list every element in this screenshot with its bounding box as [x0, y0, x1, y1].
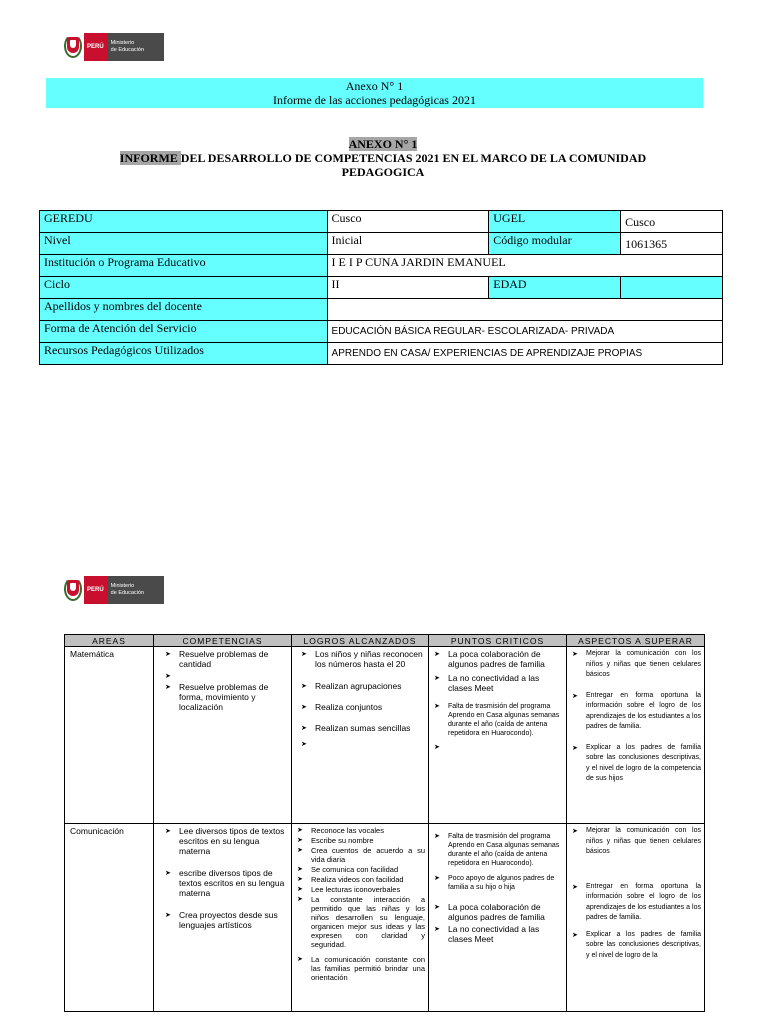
minedu-logo — [64, 33, 164, 61]
edad-label: EDAD — [489, 277, 621, 299]
docente-label: Apellidos y nombres del docente — [40, 299, 328, 321]
info-table — [39, 210, 723, 365]
header-puntos: PUNTOS CRITICOS — [429, 635, 567, 647]
list-item: ➤ Lee lecturas iconoverbales — [295, 885, 425, 894]
banner-line2: Informe de las acciones pedagógicas 2021 — [273, 93, 476, 107]
annex-banner — [46, 78, 703, 108]
header-aspectos: ASPECTOS A SUPERAR — [567, 635, 705, 647]
ciclo-label: Ciclo — [40, 277, 328, 299]
header-areas: AREAS — [65, 635, 154, 647]
title-highlight: INFORME — [119, 151, 181, 165]
list-item: ➤ La poca colaboración de algunos padres de familia — [432, 902, 563, 922]
list-item: ➤ La no conectividad a las clases Meet — [432, 924, 563, 944]
list-item: ➤ Crea proyectos desde sus lenguajes artísticos — [163, 910, 288, 930]
list-item: ➤ Falta de trasmisión del programa Aprendo en Casa algunas semanas durante el año (caída de antena repetidora en Huarocondo). — [432, 832, 563, 868]
codigo-value: 1061365 — [621, 233, 723, 255]
list-item: ➤ La no conectividad a las clases Meet — [432, 673, 563, 693]
logo-country: PERÚ — [84, 33, 107, 61]
docente-value — [327, 299, 722, 321]
list-item: ➤ Falta de trasmisión del programa Aprendo en Casa algunas semanas durante el año (caída de antena repetidora en Huarocondo). — [432, 702, 563, 738]
list-item: ➤ Escribe su nombre — [295, 836, 425, 845]
recursos-label: Recursos Pedagógicos Utilizados — [40, 343, 328, 365]
list-item: ➤ Entregar en forma oportuna la información sobre el logro de los aprendizajes de los estudiantes a los padres de familia. — [570, 691, 701, 733]
codigo-label: Código modular — [489, 233, 621, 255]
list-item: ➤ Crea cuentos de acuerdo a su vida diaria — [295, 846, 425, 864]
puntos-cell — [429, 824, 567, 1012]
header-logros: LOGROS ALCANZADOS — [292, 635, 429, 647]
list-item: ➤ Reconoce las vocales — [295, 826, 425, 835]
edad-value — [621, 277, 723, 299]
institution-label: Institución o Programa Educativo — [40, 255, 328, 277]
list-item: ➤ Poco apoyo de algunos padres de familia a su hijo o hija — [432, 874, 563, 892]
list-item: ➤ Los niños y niñas reconocen los números hasta el 20 — [299, 649, 425, 669]
puntos-cell — [429, 647, 567, 824]
logros-cell — [292, 647, 429, 824]
list-item: ➤ Explicar a los padres de familia sobre las conclusiones descriptivas, y el nivel de logro de la — [570, 930, 701, 962]
list-item: ➤ Resuelve problemas de cantidad — [163, 649, 288, 669]
competencias-cell — [154, 824, 292, 1012]
geredu-label: GEREDU — [40, 211, 328, 233]
table-row — [65, 647, 705, 824]
list-item: ➤ La comunicación constante con las familias permitió brindar una orientación — [295, 955, 425, 982]
list-item — [299, 739, 425, 748]
ugel-value: Cusco — [621, 211, 723, 233]
logros-cell — [292, 824, 429, 1012]
table-header-row — [65, 635, 705, 647]
logo-ministry: Ministerio de Educación — [107, 33, 164, 61]
forma-label: Forma de Atención del Servicio — [40, 321, 328, 343]
nivel-label: Nivel — [40, 233, 328, 255]
area-cell: Matemática — [65, 647, 154, 824]
ciclo-value: II — [327, 277, 489, 299]
banner-line1: Anexo N° 1 — [345, 79, 404, 93]
header-competencias: COMPETENCIAS — [154, 635, 292, 647]
list-item: ➤ Realiza videos con facilidad — [295, 875, 425, 884]
list-item: ➤ Entregar en forma oportuna la información sobre el logro de los aprendizajes de los estudiantes a los padres de familia. — [570, 882, 701, 924]
forma-value: EDUCACIÓN BÁSICA REGULAR- ESCOLARIZADA- PRIVADA — [327, 321, 722, 343]
geredu-value: Cusco — [327, 211, 489, 233]
ugel-label: UGEL — [489, 211, 621, 233]
title-line3: PEDAGOGICA — [341, 165, 425, 179]
aspectos-cell — [567, 824, 705, 1012]
list-item: ➤ La poca colaboración de algunos padres de familia — [432, 649, 563, 669]
logo-ministry: Ministerio de Educación — [107, 576, 164, 604]
list-item: ➤ Explicar a los padres de familia sobre las conclusiones descriptivas, y el nivel de logro de la competencia de sus hijos — [570, 743, 701, 785]
institution-value: I E I P CUNA JARDIN EMANUEL — [327, 255, 722, 277]
title-rest: DEL DESARROLLO DE COMPETENCIAS 2021 EN EL MARCO DE LA COMUNIDAD — [180, 151, 647, 165]
aspectos-cell — [567, 647, 705, 824]
list-item: ➤ Realizan agrupaciones — [299, 681, 425, 691]
list-item: ➤ Lee diversos tipos de textos escritos en su lengua materna — [163, 826, 288, 856]
list-item — [432, 742, 563, 751]
coat-of-arms-icon — [64, 34, 82, 60]
competencias-table — [64, 634, 705, 1012]
area-cell: Comunicación — [65, 824, 154, 1012]
minedu-logo-2 — [64, 576, 164, 604]
list-item: ➤ Realiza conjuntos — [299, 702, 425, 712]
coat-of-arms-icon — [64, 577, 82, 603]
recursos-value: APRENDO EN CASA/ EXPERIENCIAS DE APRENDIZAJE PROPIAS — [327, 343, 722, 365]
page-title — [40, 137, 726, 179]
list-item: ➤ La constante interacción a permitido que las niñas y los niños desarrollen su lenguaje, organicen mejor sus ideas y las expresen con claridad y seguridad. — [295, 895, 425, 949]
list-item: ➤ escribe diversos tipos de textos escritos en su lengua materna — [163, 868, 288, 898]
list-item: ➤ Resuelve problemas de forma, movimiento y localización — [163, 682, 288, 712]
competencias-cell — [154, 647, 292, 824]
list-item: ➤ Mejorar la comunicación con los niños y niñas que tienen celulares básicos — [570, 826, 701, 858]
list-item: ➤ Mejorar la comunicación con los niños y niñas que tienen celulares básicos — [570, 649, 701, 681]
list-item: ➤ Se comunica con facilidad — [295, 865, 425, 874]
nivel-value: Inicial — [327, 233, 489, 255]
list-item: ➤ Realizan sumas sencillas — [299, 723, 425, 733]
annex-heading: ANEXO N° 1 — [348, 137, 418, 151]
logo-country: PERÚ — [84, 576, 107, 604]
list-item — [163, 671, 288, 680]
table-row — [65, 824, 705, 1012]
